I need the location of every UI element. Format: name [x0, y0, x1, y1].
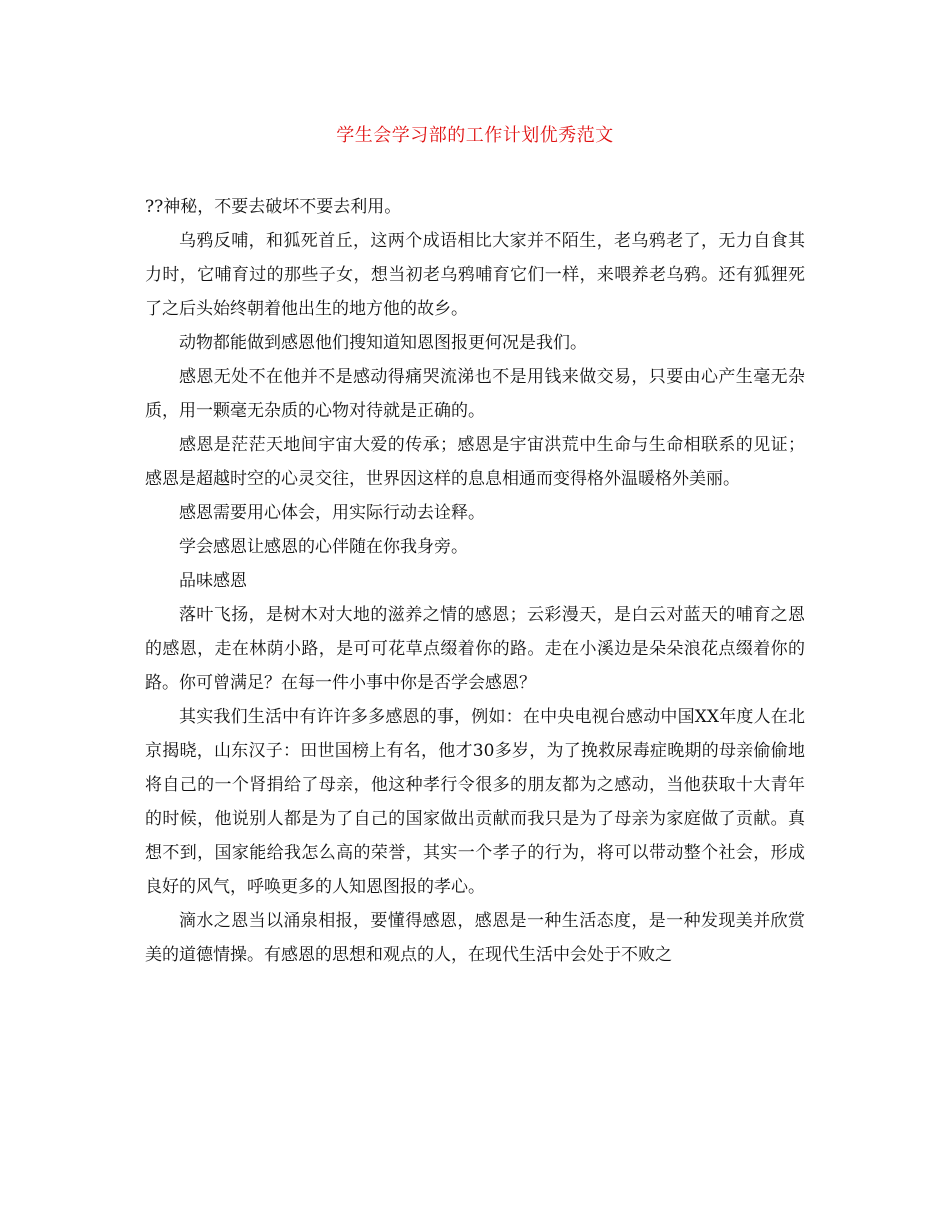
section-heading: 品味感恩 — [179, 571, 247, 591]
paragraph: 动物都能做到感恩他们搜知道知恩图报更何况是我们。 — [179, 333, 587, 353]
paragraph: 学会感恩让感恩的心伴随在你我身旁。 — [179, 537, 468, 557]
document-title: 学生会学习部的工作计划优秀范文 — [336, 125, 614, 146]
paragraph: 滴水之恩当以涌泉相报，要懂得感恩，感恩是一种生活态度，是一种发现美并欣赏美的道德情操。有感恩的思想和观点的人，在现代生活中会处于不败之 — [145, 911, 805, 965]
paragraph: 其实我们生活中有许许多多感恩的事，例如：在中央电视台感动中国XX年度人在北京揭晓，山东汉子：田世国榜上有名，他才30多岁，为了挽救尿毒症晚期的母亲偷偷地将自己的一个肾捐给了母亲，他这种孝行令很多的朋友都为之感动，当他获取十大青年的时候，他说别人都是为了自己的国家做出贡献而我只是为了母亲为家庭做了贡献。真想不到，国家能给我怎么高的荣誉，其实一个孝子的行为，将可以带动整个社会，形成良好的风气，呼唤更多的人知恩图报的孝心。 — [145, 707, 805, 897]
document-body — [145, 190, 805, 972]
paragraph: 感恩是茫茫天地间宇宙大爱的传承；感恩是宇宙洪荒中生命与生命相联系的见证；感恩是超越时空的心灵交往，世界因这样的息息相通而变得格外温暖格外美丽。 — [145, 435, 805, 489]
paragraph: 落叶飞扬，是树木对大地的滋养之情的感恩；云彩漫天，是白云对蓝天的哺育之恩的感恩，走在林荫小路，是可可花草点缀着你的路。走在小溪边是朵朵浪花点缀着你的路。你可曾满足？在每一件小事中你是否学会感恩？ — [145, 605, 805, 693]
paragraph: ??神秘，不要去破坏不要去利用。 — [145, 197, 402, 217]
paragraph: 感恩需要用心体会，用实际行动去诠释。 — [179, 503, 485, 523]
paragraph: 感恩无处不在他并不是感动得痛哭流涕也不是用钱来做交易，只要由心产生毫无杂质，用一颗毫无杂质的心物对待就是正确的。 — [145, 367, 805, 421]
paragraph: 乌鸦反哺，和狐死首丘，这两个成语相比大家并不陌生，老乌鸦老了，无力自食其力时，它哺育过的那些子女，想当初老乌鸦哺育它们一样，来喂养老乌鸦。还有狐狸死了之后头始终朝着他出生的地方他的故乡。 — [145, 231, 805, 319]
